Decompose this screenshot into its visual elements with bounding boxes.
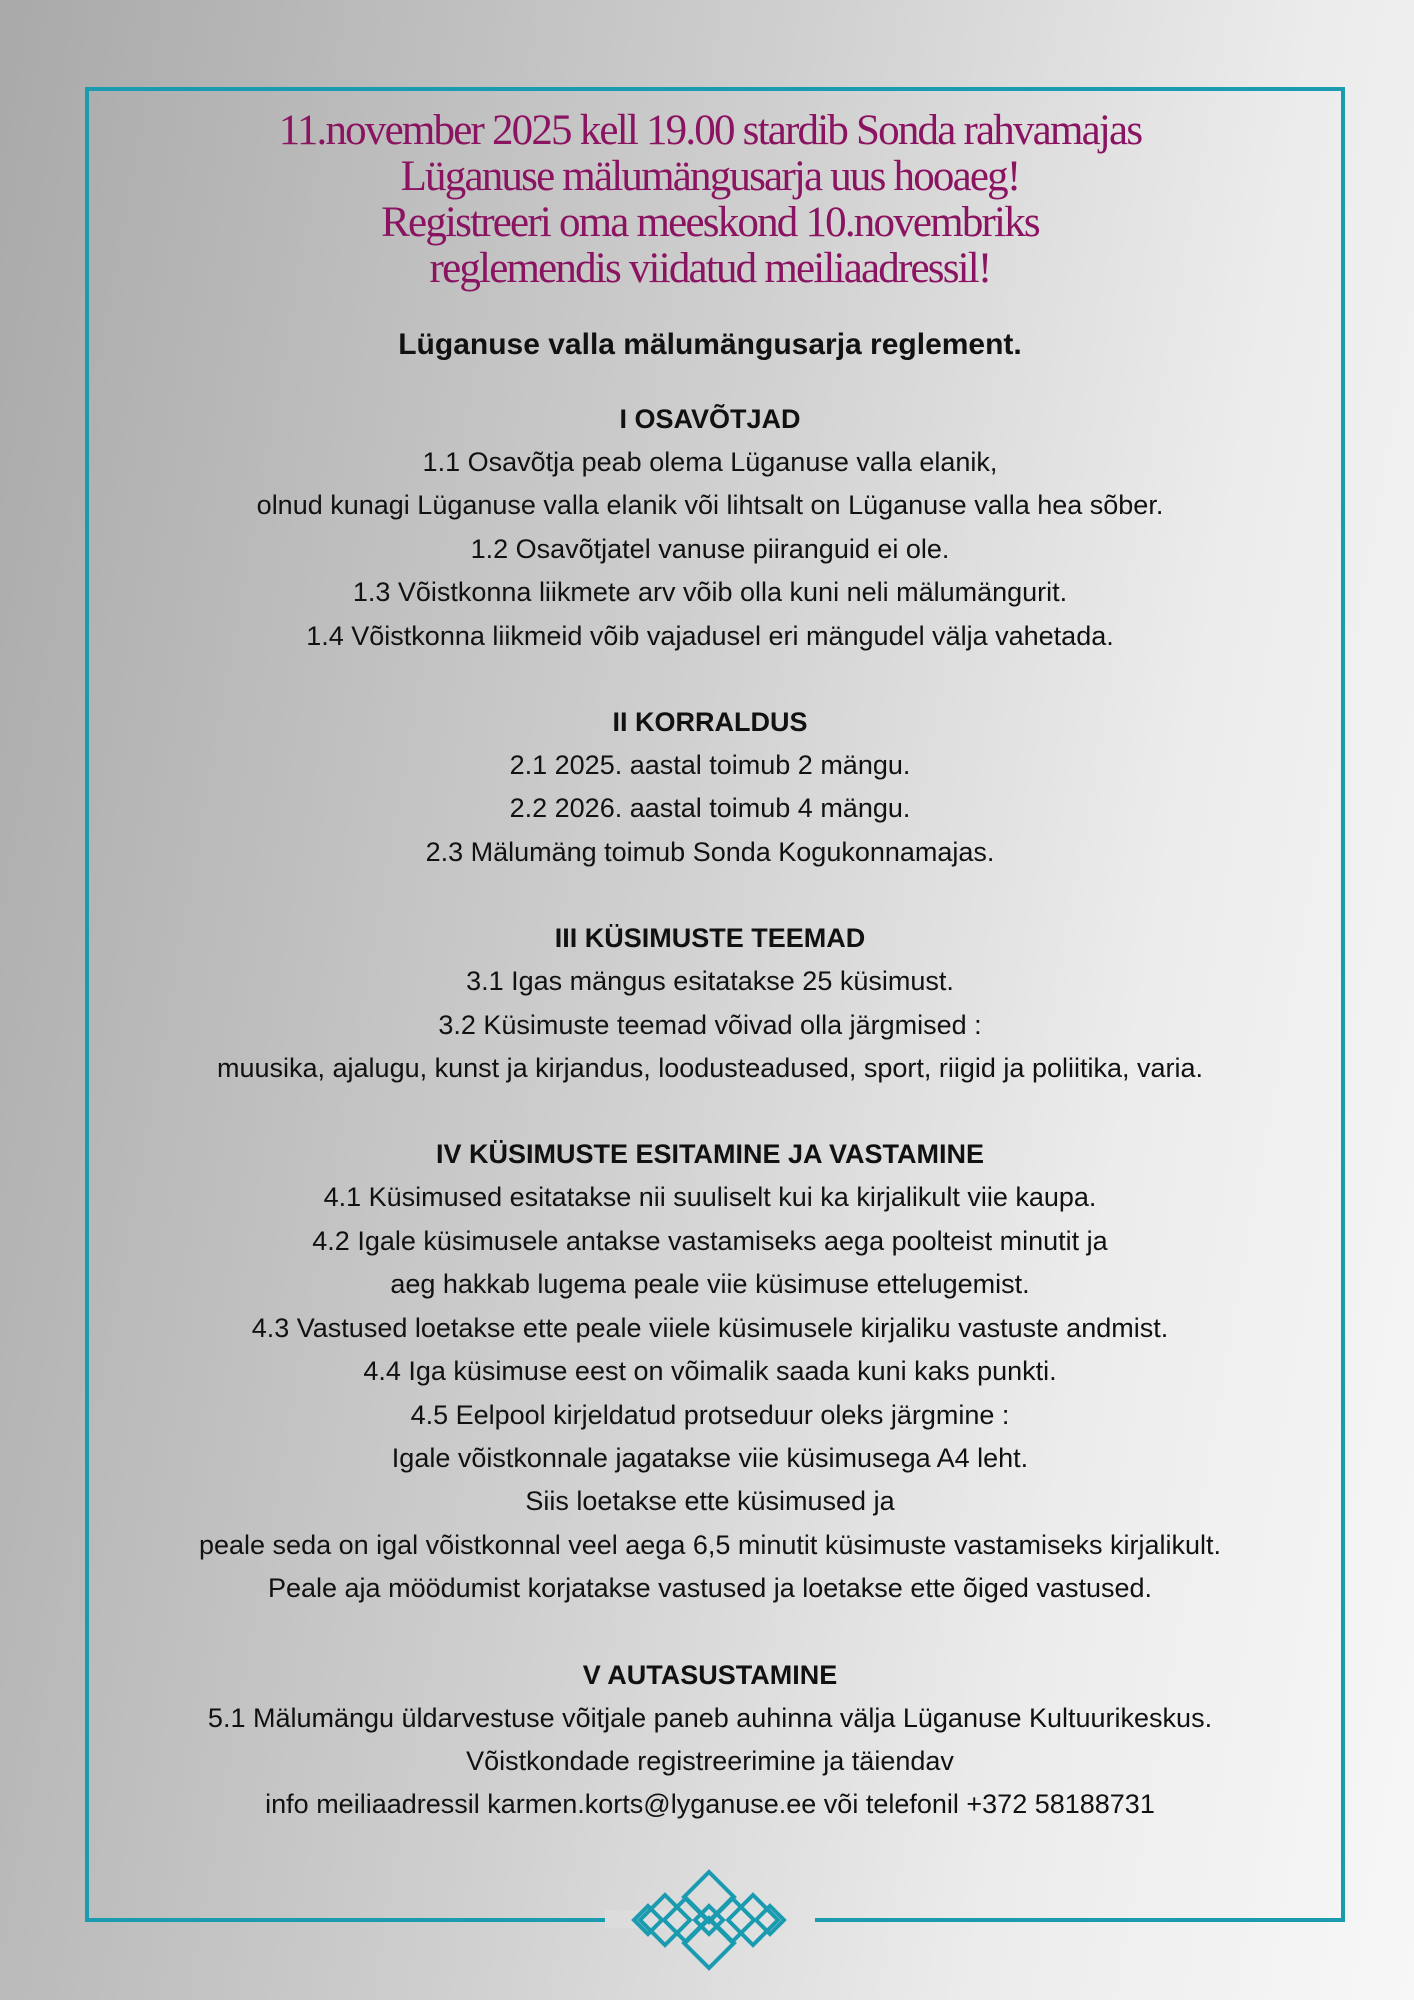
section-title: II KORRALDUS	[612, 707, 808, 738]
rule-line: Siis loetakse ette küsimused ja	[525, 1486, 895, 1517]
rule-line: peale seda on igal võistkonnal veel aega 6,5 minutit küsimuste vastamiseks kirjalikult.	[198, 1529, 1222, 1560]
headline	[120, 108, 1300, 292]
headline-line: Registreeri oma meeskond 10.novembriks	[381, 199, 1039, 246]
section-title: I OSAVÕTJAD	[619, 404, 801, 434]
rule-line: 1.1 Osavõtja peab olema Lüganuse valla elanik,	[422, 447, 998, 477]
rule-line: 4.4 Iga küsimuse eest on võimalik saada kuni kaks punkti.	[363, 1356, 1057, 1387]
section-organization	[100, 701, 1320, 874]
rule-line: Peale aja möödumist korjatakse vastused ja loetakse ette õiged vastused.	[267, 1573, 1152, 1604]
rule-line: Igale võistkonnale jagatakse viie küsimusega A4 leht.	[391, 1442, 1029, 1473]
rule-line: 4.2 Igale küsimusele antakse vastamiseks aega poolteist minutit ja	[312, 1225, 1108, 1256]
rule-line: 2.1 2025. aastal toimub 2 mängu.	[509, 750, 911, 781]
rule-line: 4.1 Küsimused esitatakse nii suuliselt kui ka kirjalikult viie kaupa.	[323, 1182, 1097, 1213]
rule-line: 4.3 Vastused loetakse ette peale viiele küsimusele kirjaliku vastuste andmist.	[251, 1312, 1169, 1343]
section-title: V AUTASUSTAMINE	[582, 1659, 838, 1690]
rule-line: 3.2 Küsimuste teemad võivad olla järgmised :	[438, 1009, 982, 1040]
rule-line: 1.3 Võistkonna liikmete arv võib olla kuni neli mälumängurit.	[352, 577, 1068, 608]
section-awards	[100, 1654, 1320, 1827]
section-question-topics	[100, 917, 1320, 1090]
rule-line: 2.2 2026. aastal toimub 4 mängu.	[509, 793, 911, 824]
rule-line: 1.2 Osavõtjatel vanuse piiranguid ei ole.	[470, 533, 950, 564]
rule-line: 1.4 Võistkonna liikmeid võib vajadusel eri mängudel välja vahetada.	[306, 620, 1114, 651]
document-title: Lüganuse valla mälumängusarja reglement.	[398, 328, 1022, 361]
rule-line: Võistkondade registreerimine ja täiendav	[466, 1745, 954, 1776]
diamond-lattice-icon	[620, 1868, 798, 1972]
contact-line: info meiliaadressil karmen.korts@lyganuse.ee või telefonil +372 58188731	[265, 1789, 1155, 1820]
headline-line: 11.november 2025 kell 19.00 stardib Sonda rahvamajas	[278, 107, 1142, 154]
rule-line: 4.5 Eelpool kirjeldatud protseduur oleks järgmine :	[410, 1399, 1010, 1430]
section-title: IV KÜSIMUSTE ESITAMINE JA VASTAMINE	[435, 1139, 985, 1170]
rule-line: aeg hakkab lugema peale viie küsimuse ettelugemist.	[390, 1269, 1030, 1300]
rule-line: 3.1 Igas mängus esitatakse 25 küsimust.	[466, 966, 954, 997]
section-participants	[100, 398, 1320, 658]
regulation-body	[100, 318, 1320, 1870]
rule-line: 2.3 Mälumäng toimub Sonda Kogukonnamajas.	[425, 836, 995, 867]
rule-line: muusika, ajalugu, kunst ja kirjandus, loodusteadused, sport, riigid ja poliitika, varia.	[216, 1053, 1204, 1084]
section-title: III KÜSIMUSTE TEEMAD	[554, 923, 866, 954]
rule-line: 5.1 Mälumängu üldarvestuse võitjale paneb auhinna välja Lüganuse Kultuurikeskus.	[207, 1702, 1213, 1733]
headline-line: Lüganuse mälumängusarja uus hooaeg!	[400, 153, 1020, 200]
rule-line: olnud kunagi Lüganuse valla elanik või lihtsalt on Lüganuse valla hea sõber.	[256, 490, 1164, 521]
headline-line: reglemendis viidatud meiliaadressil!	[429, 245, 991, 292]
section-questions-answers	[100, 1133, 1320, 1610]
